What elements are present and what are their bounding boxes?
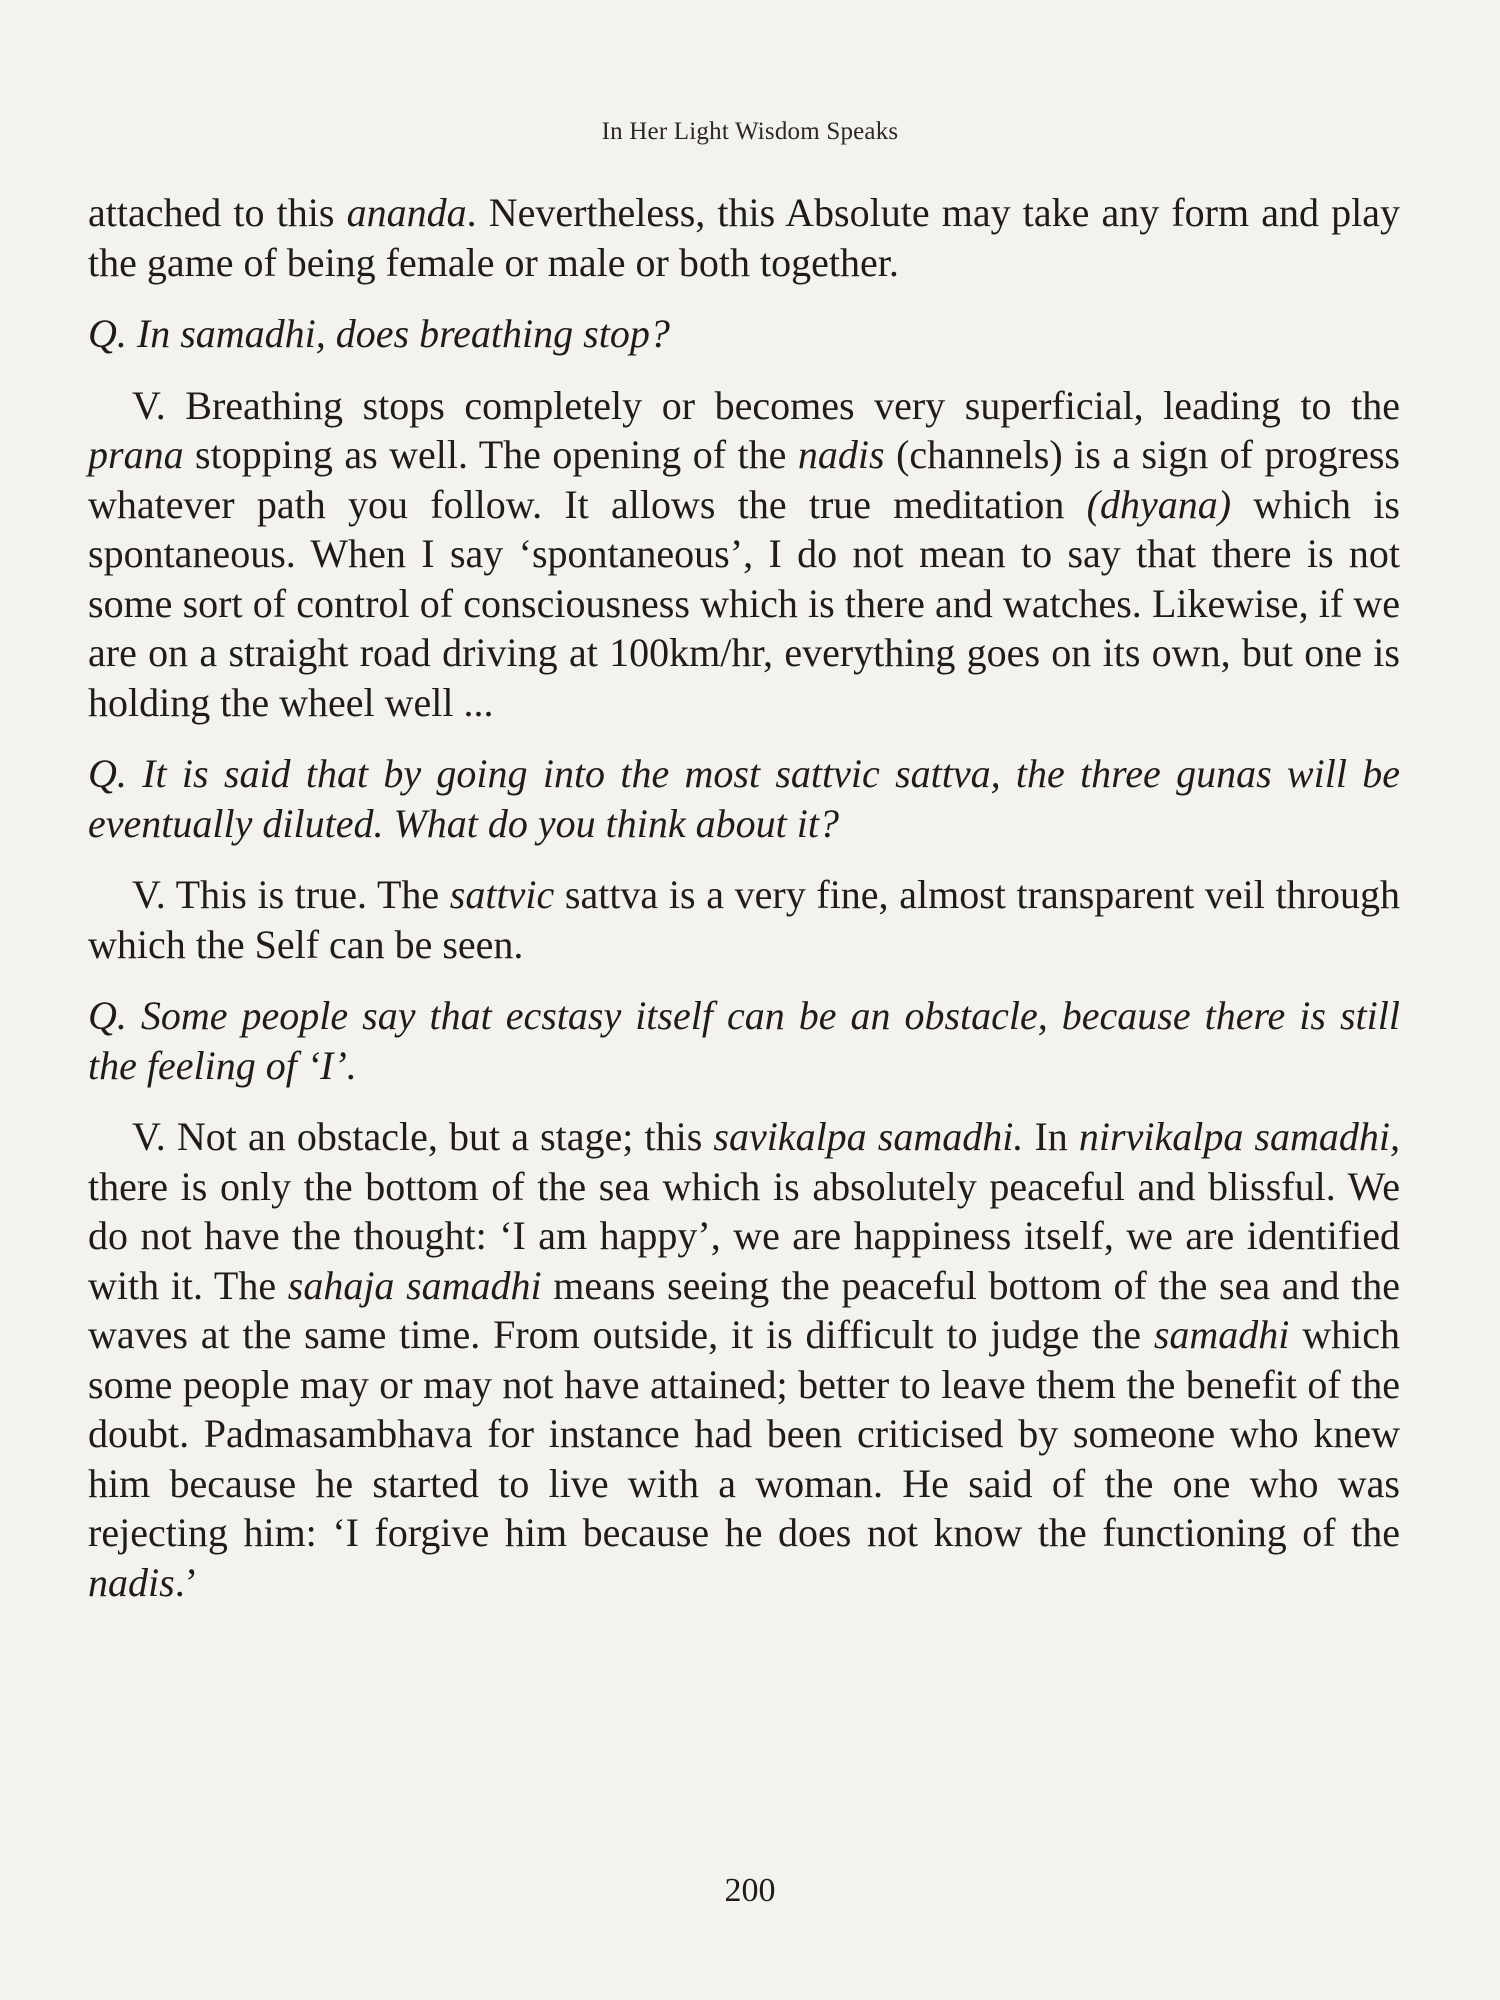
italic-term: nadis — [88, 1559, 175, 1605]
italic-term: savikalpa samadhi. — [713, 1114, 1024, 1159]
question-ecstasy — [88, 991, 1400, 1090]
answer-ecstasy — [88, 1112, 1400, 1607]
text-run: means seeing the peaceful bottom of the sea and the waves at the same time. From outside, it is difficult to judge the — [88, 1262, 1400, 1357]
italic-term: sahaja samadhi — [287, 1262, 542, 1308]
running-head: In Her Light Wisdom Speaks — [601, 118, 899, 145]
italic-term: nadis — [797, 432, 885, 477]
text-run: Q. In samadhi, does breathing stop? — [88, 311, 670, 356]
paragraph-continuation — [88, 188, 1400, 287]
italic-term: ananda — [346, 190, 467, 235]
text-run: which some people may or may not have attained; better to leave them the benefit of the doubt. Padmasambhava for instance had been criticised by someone who knew him because he started to live with a woman. He said of the one who was rejecting him: ‘I forgive him because he does not know the functioning of the — [88, 1312, 1400, 1555]
text-run: V. This is true. The — [132, 872, 450, 917]
text-run: stopping as well. The opening of the — [183, 432, 798, 477]
body-text — [88, 188, 1400, 1607]
text-run: . Nevertheless, this Absolute may take any form and play the game of being female or male or both together. — [88, 190, 1400, 285]
italic-term: samadhi — [1153, 1312, 1290, 1357]
italic-term: prana — [88, 432, 184, 477]
question-breathing — [88, 309, 1400, 359]
text-run: there is only the bottom of the sea which is absolutely peaceful and blissful. We do not have the thought: ‘I am happy’, we are happiness itself, we are identified with it. The — [88, 1163, 1400, 1308]
text-run: V. Not an obstacle, but a stage; this — [132, 1114, 714, 1159]
answer-sattva — [88, 870, 1400, 969]
text-run: which is spontaneous. When I say ‘spontaneous’, I do not mean to say that there is not some sort of control of consciousness which is there and watches. Likewise, if we are on a straight road driving at 100km/hr, everything goes on its own, but one is holding the wheel well ... — [88, 481, 1401, 725]
text-run: In — [1023, 1114, 1079, 1159]
text-run: Q. It is said that by going into the most sattvic sattva, the three gunas will be eventually diluted. What do you think about it? — [88, 751, 1400, 846]
italic-term: nirvikalpa samadhi, — [1078, 1114, 1400, 1159]
text-run: V. Breathing stops completely or becomes very superficial, leading to the — [132, 382, 1400, 428]
text-run: (channels) is a sign of progress whatever path you follow. It allows the true meditation — [88, 432, 1401, 527]
text-run: Q. Some people say that ecstasy itself can be an obstacle, because there is still the feeling of ‘I’. — [88, 993, 1400, 1088]
italic-term: (dhyana) — [1086, 481, 1232, 527]
answer-breathing — [88, 381, 1400, 728]
text-run: sattva is a very fine, almost transparent veil through which the Self can be seen. — [88, 872, 1401, 967]
text-run: attached to this — [88, 190, 347, 235]
page-number: 200 — [724, 1872, 776, 1909]
text-run: .’ — [174, 1559, 199, 1605]
question-sattva — [88, 749, 1400, 848]
italic-term: sattvic — [449, 872, 555, 917]
